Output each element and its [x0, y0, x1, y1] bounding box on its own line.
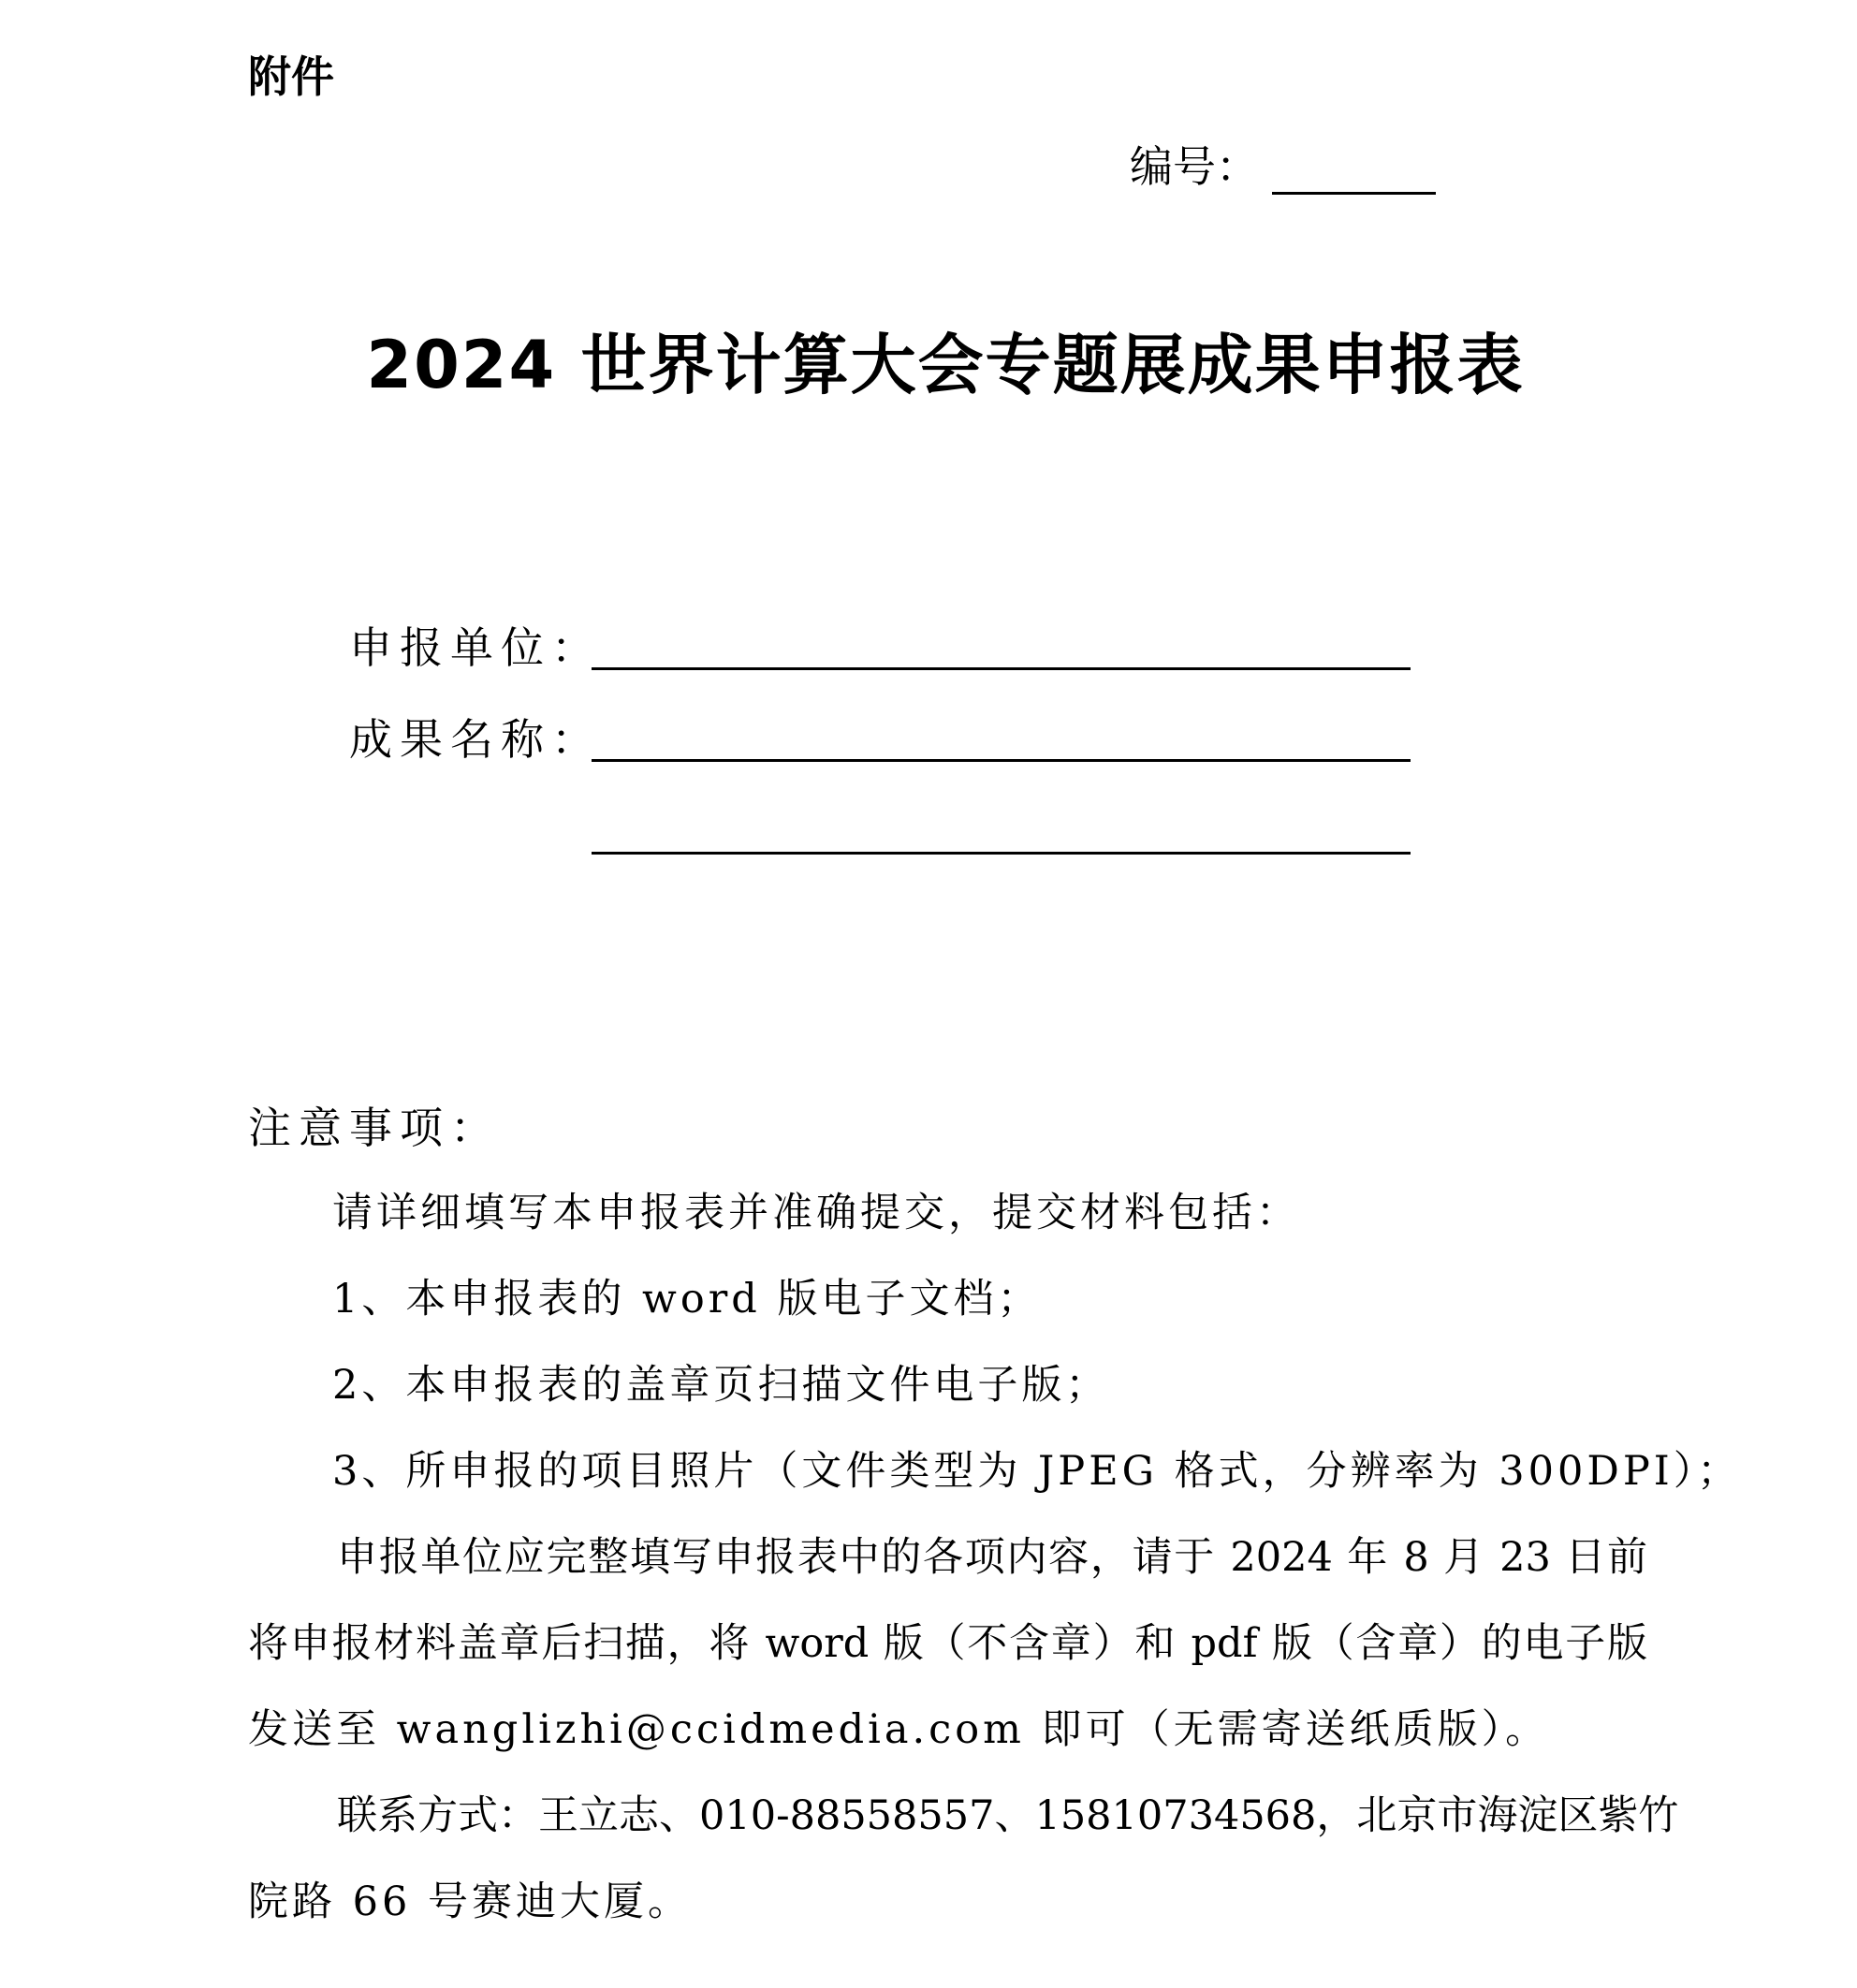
achievement-name-label: 成果名称： [349, 714, 602, 765]
contact-line-2: 院路 66 号赛迪大厦。 [248, 1878, 693, 1925]
contact-line-1: 联系方式：王立志、010-88558557、15810734568，北京市海淀区紫竹 [337, 1792, 1679, 1839]
serial-number-label: 编号： [1130, 141, 1259, 192]
submission-line-1: 申报单位应完整填写申报表中的各项内容，请于 2024 年 8 月 23 日前 [337, 1534, 1647, 1581]
submission-line-2: 将申报材料盖章后扫描，将 word 版（不含章）和 pdf 版（含章）的电子版 [248, 1620, 1647, 1667]
serial-number-row [1130, 139, 1436, 195]
attachment-label: 附件 [248, 51, 334, 102]
serial-number-blank[interactable] [1272, 145, 1436, 195]
notes-item-2: 2、本申报表的盖章页扫描文件电子版； [332, 1362, 1110, 1409]
submission-line-3: 发送至 wanglizhi@ccidmedia.com 即可（无需寄送纸质版）。 [248, 1706, 1550, 1753]
applicant-label: 申报单位： [349, 622, 602, 673]
notes-item-3: 3、所申报的项目照片（文件类型为 JPEG 格式，分辨率为 300DPI）； [332, 1448, 1742, 1495]
document-title: 2024 世界计算大会专题展成果申报表 [366, 327, 1525, 403]
achievement-name-blank-2[interactable] [592, 852, 1411, 855]
notes-heading: 注意事项： [248, 1103, 501, 1153]
achievement-name-blank[interactable] [592, 759, 1411, 762]
notes-intro: 请详细填写本申报表并准确提交，提交材料包括： [332, 1190, 1300, 1236]
applicant-blank[interactable] [592, 667, 1411, 670]
notes-item-1: 1、本申报表的 word 版电子文档； [332, 1276, 1042, 1323]
